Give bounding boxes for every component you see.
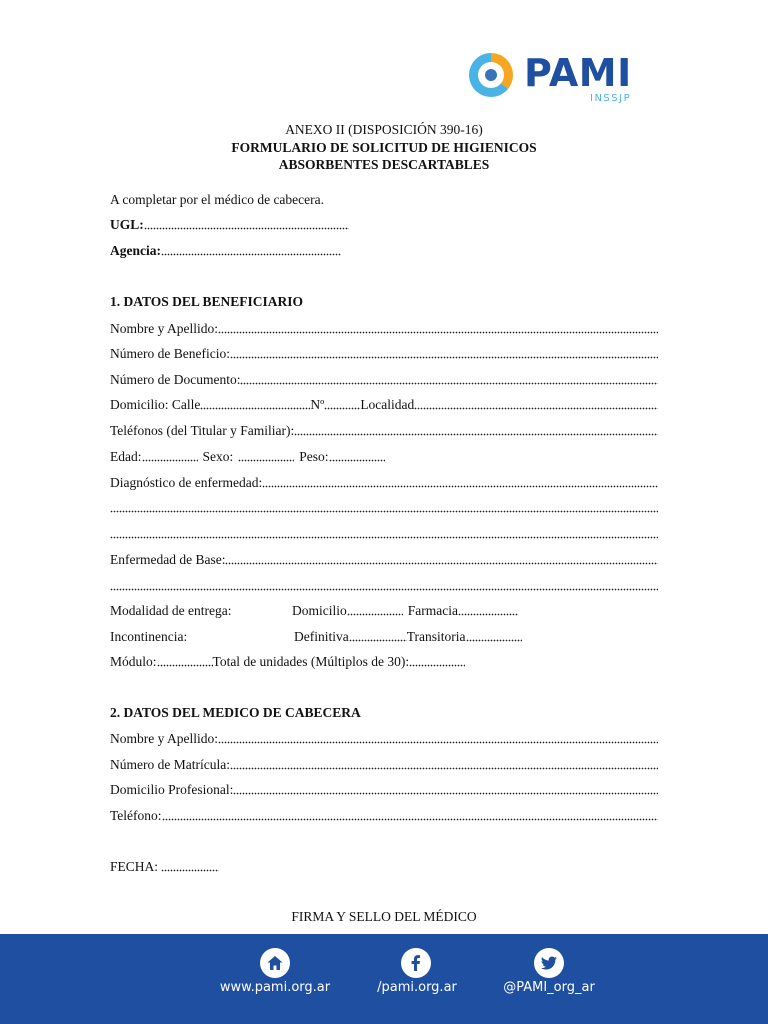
fill-line bbox=[238, 459, 294, 462]
fill-line bbox=[218, 741, 658, 744]
diagnostico-line bbox=[110, 525, 658, 543]
fill-line bbox=[218, 331, 658, 334]
fill-line bbox=[110, 510, 658, 513]
pami-logo-icon bbox=[469, 53, 513, 97]
fill-line bbox=[110, 536, 658, 539]
logo-brand: PAMI bbox=[524, 51, 632, 95]
fecha-field: FECHA: bbox=[110, 858, 658, 876]
diagnostico-line bbox=[110, 499, 658, 517]
fill-line bbox=[142, 459, 198, 462]
modulo-field: Módulo: Total de unidades (Múltiplos de 30): bbox=[110, 653, 658, 671]
edad-sexo-peso-field: Edad: Sexo: Peso: bbox=[110, 448, 658, 466]
fill-line bbox=[225, 562, 658, 565]
twitter-icon[interactable] bbox=[534, 948, 564, 978]
fill-line bbox=[349, 639, 407, 642]
incontinencia-field: Incontinencia: Definitiva Transitoria bbox=[110, 628, 658, 646]
enfermedad-base-field: Enfermedad de Base: bbox=[110, 551, 658, 569]
fill-line bbox=[162, 818, 658, 821]
fill-line bbox=[144, 227, 349, 230]
pami-logo bbox=[468, 52, 648, 108]
diagnostico-field: Diagnóstico de enfermedad: bbox=[110, 474, 658, 492]
fill-line bbox=[458, 613, 518, 616]
ugl-field: UGL: bbox=[110, 216, 658, 234]
home-icon[interactable] bbox=[260, 948, 290, 978]
section2-heading: 2. DATOS DEL MEDICO DE CABECERA bbox=[110, 705, 361, 720]
fill-line bbox=[157, 664, 213, 667]
domicilio-field: Domicilio: Calle Nº Localidad bbox=[110, 396, 658, 414]
fill-line bbox=[329, 459, 385, 462]
telefonos-field: Teléfonos (del Titular y Familiar): bbox=[110, 422, 658, 440]
beneficiary-name-field: Nombre y Apellido: bbox=[110, 320, 658, 338]
facebook-icon[interactable] bbox=[401, 948, 431, 978]
firma-label: FIRMA Y SELLO DEL MÉDICO bbox=[291, 909, 477, 924]
medico-name-field: Nombre y Apellido: bbox=[110, 730, 658, 748]
logo-sub: INSSJP bbox=[590, 93, 632, 104]
fill-line bbox=[230, 356, 658, 359]
beneficio-field: Número de Beneficio: bbox=[110, 345, 658, 363]
fill-line bbox=[200, 407, 310, 410]
fill-line bbox=[240, 382, 658, 385]
fill-line bbox=[262, 485, 658, 488]
footer-bar bbox=[0, 934, 768, 1024]
fill-line bbox=[233, 792, 658, 795]
section1-heading: 1. DATOS DEL BENEFICIARIO bbox=[110, 294, 304, 309]
fill-line bbox=[409, 664, 465, 667]
form-subtitle: ABSORBENTES DESCARTABLES bbox=[278, 157, 490, 172]
documento-field: Número de Documento: bbox=[110, 371, 658, 389]
footer-website[interactable]: www.pami.org.ar bbox=[219, 980, 331, 995]
modalidad-field: Modalidad de entrega: Domicilio Farmacia bbox=[110, 602, 658, 620]
fill-line bbox=[161, 253, 341, 256]
footer-twitter[interactable]: @PAMI_org_ar bbox=[503, 980, 595, 995]
instruction-text: A completar por el médico de cabecera. bbox=[110, 192, 325, 207]
fill-line bbox=[466, 639, 522, 642]
fill-line bbox=[110, 588, 658, 591]
fill-line bbox=[347, 613, 403, 616]
fill-line bbox=[324, 407, 360, 410]
agencia-field: Agencia: bbox=[110, 242, 658, 260]
form-title: FORMULARIO DE SOLICITUD DE HIGIENICOS bbox=[231, 140, 537, 155]
matricula-field: Número de Matrícula: bbox=[110, 756, 658, 774]
footer-facebook[interactable]: /pami.org.ar bbox=[377, 980, 457, 995]
annex-title: ANEXO II (DISPOSICIÓN 390-16) bbox=[285, 122, 483, 137]
medico-telefono-field: Teléfono: bbox=[110, 807, 658, 825]
fill-line bbox=[161, 869, 219, 872]
fill-line bbox=[414, 407, 658, 410]
enfermedad-base-line bbox=[110, 577, 658, 595]
fill-line bbox=[230, 767, 658, 770]
fill-line bbox=[294, 433, 658, 436]
domicilio-profesional-field: Domicilio Profesional: bbox=[110, 781, 658, 799]
